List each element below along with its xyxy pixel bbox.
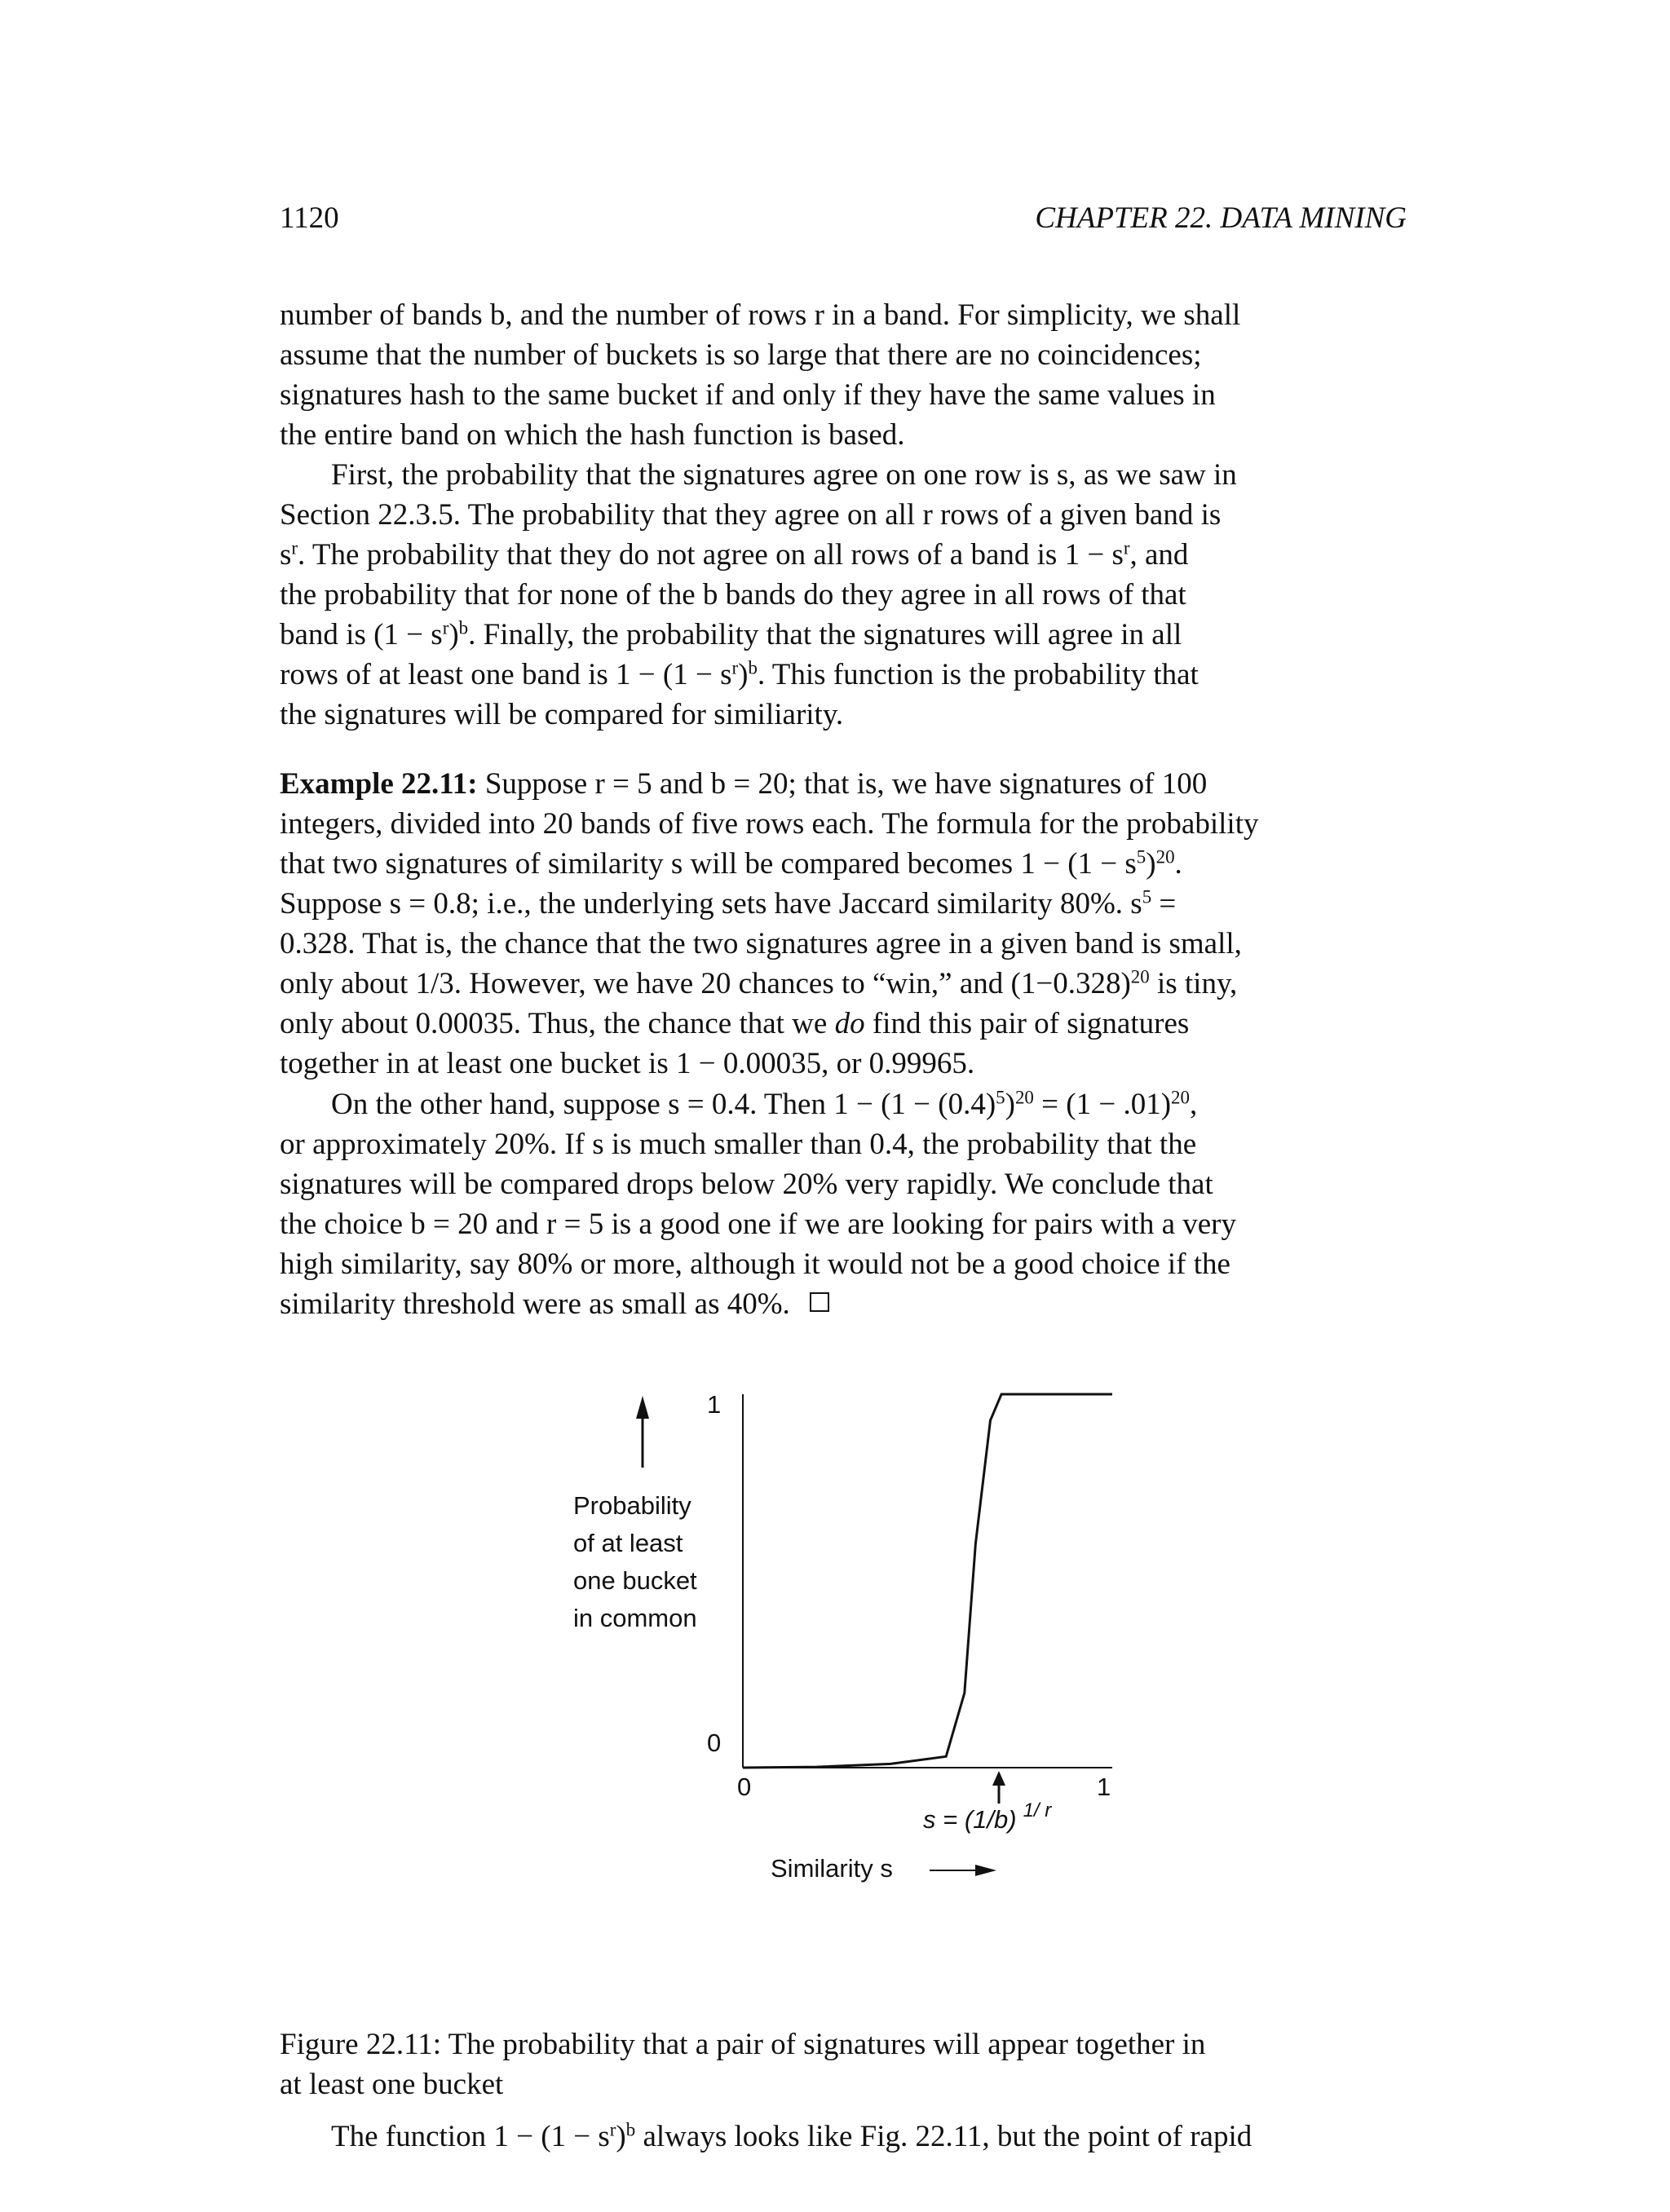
text-line: together in at least one bucket is 1 − 0.00035, or 0.99965. <box>280 1047 975 1080</box>
y-tick-1: 1 <box>707 1390 722 1419</box>
x-arrow-head <box>975 1865 996 1876</box>
chapter-title: CHAPTER 22. DATA MINING <box>1035 201 1407 235</box>
figure-caption: Figure 22.11: The probability that a pair of signatures will appear together in at least one bucket <box>280 2028 1206 2101</box>
example-22-11 <box>280 764 1407 1084</box>
text-line: signatures will be compared drops below 20% very rapidly. We conclude that <box>280 1168 1213 1201</box>
text-line: number of bands b, and the number of rows r in a band. For simplicity, we shall <box>280 298 1241 332</box>
text-line: that two signatures of similarity s will be compared becomes $1 - (1 - s^5)^{20}$. <box>280 846 1182 881</box>
running-header <box>280 197 1407 240</box>
y-arrow-head <box>636 1396 649 1419</box>
x-axis-label: Similarity s <box>771 1854 893 1883</box>
threshold-arrow-head <box>992 1771 1005 1786</box>
x-tick-0: 0 <box>737 1773 752 1801</box>
text-line: assume that the number of buckets is so large that there are no coincidences; <box>280 338 1202 372</box>
text-line: Section 22.3.5. The probability that they agree on all r rows of a given band is <box>280 498 1222 532</box>
text-line: Suppose s = 0.8; i.e., the underlying sets have Jaccard similarity 80%. $s^5$ = <box>280 886 1177 921</box>
text-line: signatures hash to the same bucket if and only if they have the same values in <box>280 378 1216 412</box>
text-line: the signatures will be compared for similiarity. <box>280 698 844 731</box>
text-line: only about 1/3. However, we have 20 chances to “win,” and $(1-0.328)^{20}$ is tiny, <box>280 966 1238 1000</box>
figure-22-11 <box>489 1378 1142 1900</box>
text-line: high similarity, say 80% or more, although it would not be a good choice if the <box>280 1247 1230 1281</box>
page-number: 1120 <box>280 201 339 235</box>
text-line: On the other hand, suppose s = 0.4. Then $1 - (1 - (0.4)^5)^{20} = (1 - .01)^{20}$, <box>331 1087 1198 1121</box>
text-line: or approximately 20%. If s is much smaller than 0.4, the probability that the <box>280 1128 1197 1161</box>
example-label: Example 22.11: <box>280 767 478 801</box>
text-line: $s^r$. The probability that they do not agree on all rows of a band is $1 - s^r$, and <box>280 537 1189 572</box>
probability-curve <box>743 1394 1112 1768</box>
body-paragraph-4: The function $1 - (1 - s^r)^b$ always looks like Fig. 22.11, but the point of rapid <box>331 2119 1252 2153</box>
text-line: band is $(1 - s^r)^b$. Finally, the probability that the signatures will agree in all <box>280 617 1182 651</box>
text-line: First, the probability that the signatures agree on one row is s, as we saw in <box>331 458 1237 492</box>
end-of-example-box-icon <box>810 1292 829 1312</box>
text-line: only about 0.00035. Thus, the chance that we do find this pair of signatures <box>280 1007 1190 1040</box>
text-line: the entire band on which the hash function is based. <box>280 418 905 452</box>
text-line: similarity threshold were as small as 40%. <box>280 1284 1407 1324</box>
text-line: 0.328. That is, the chance that the two signatures agree in a given band is small, <box>280 927 1242 960</box>
body-paragraph-2 <box>280 455 1407 735</box>
text-line: integers, divided into 20 bands of five rows each. The formula for the probability <box>280 807 1259 841</box>
text-line: the probability that for none of the b bands do they agree in all rows of that <box>280 578 1186 612</box>
text-line: the choice b = 20 and r = 5 is a good one if we are looking for pairs with a very <box>280 1208 1236 1241</box>
body-paragraph-3 <box>280 1084 1407 1324</box>
y-tick-0: 0 <box>707 1729 722 1757</box>
y-axis-label: Probability of at least one bucket in common <box>573 1491 697 1632</box>
x-tick-1: 1 <box>1097 1773 1111 1801</box>
body-paragraph-1 <box>280 295 1407 455</box>
text-line: rows of at least one band is $1 - (1 - s^r)^b$. This function is the probability that <box>280 657 1199 691</box>
text-line: Example 22.11: Suppose r = 5 and b = 20; that is, we have signatures of 100 <box>280 767 1208 801</box>
threshold-label: s = (1/b) $^{1/ r}$ <box>923 1799 1052 1834</box>
